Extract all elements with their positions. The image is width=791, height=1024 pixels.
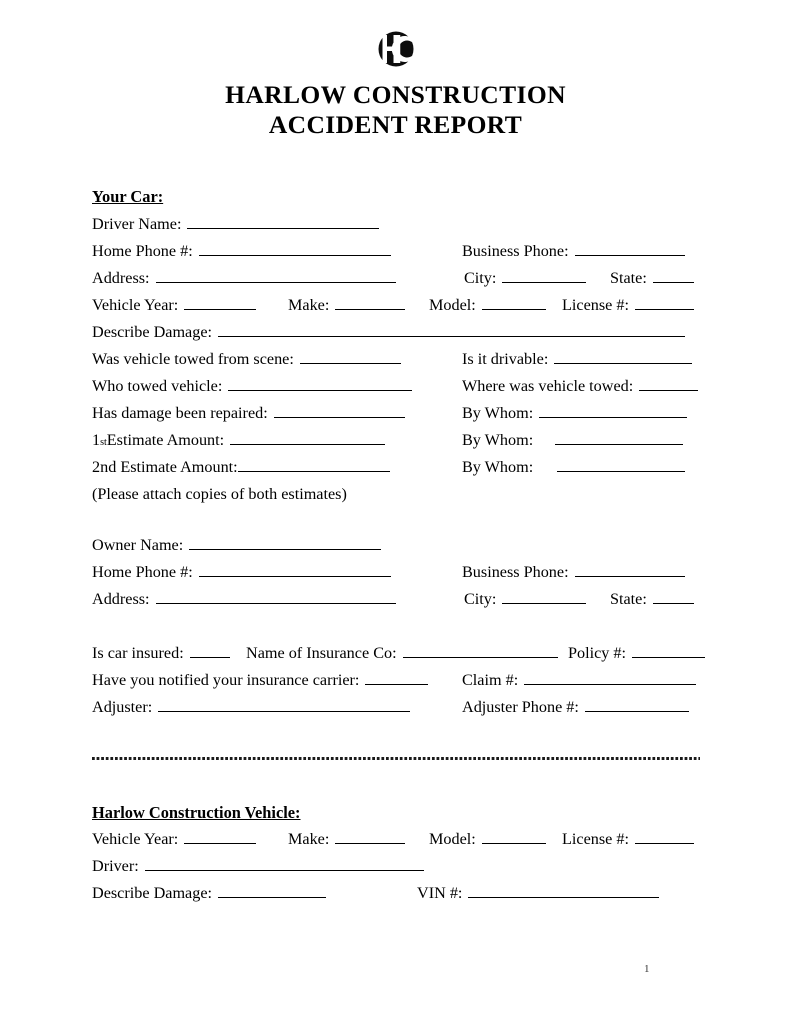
row-describe-damage	[92, 319, 700, 346]
field-city[interactable]	[464, 265, 586, 292]
label-owner-state: State:	[610, 590, 647, 608]
field-adjuster-phone[interactable]	[462, 694, 689, 721]
input-where-towed[interactable]	[639, 375, 698, 391]
field-claim-number[interactable]	[462, 667, 696, 694]
label-by-whom-3: By Whom:	[462, 458, 534, 476]
label-hc-model: Model:	[429, 830, 476, 848]
field-first-estimate[interactable]: 1 st Estimate Amount:	[92, 427, 385, 454]
field-owner-business-phone[interactable]	[462, 559, 685, 586]
input-hc-license[interactable]	[635, 828, 694, 844]
row-who-where-towed	[92, 373, 700, 400]
input-describe-damage[interactable]	[218, 321, 685, 337]
label-make: Make:	[288, 296, 330, 314]
label-hc-driver: Driver:	[92, 857, 139, 875]
label-city: City:	[464, 269, 497, 287]
input-hc-describe-damage[interactable]	[218, 882, 326, 898]
row-owner-phones	[92, 559, 700, 586]
field-owner-city[interactable]	[464, 586, 586, 613]
input-business-phone[interactable]	[575, 240, 685, 256]
field-damage-repaired[interactable]	[92, 400, 405, 427]
label-owner-name: Owner Name:	[92, 536, 184, 554]
field-is-drivable[interactable]	[462, 346, 692, 373]
input-insurance-company[interactable]	[403, 642, 558, 658]
label-hc-vin: VIN #:	[417, 884, 463, 902]
label-adjuster: Adjuster:	[92, 698, 153, 716]
input-first-estimate[interactable]	[230, 429, 385, 445]
row-notified-claim	[92, 667, 700, 694]
field-vehicle-year[interactable]	[92, 292, 256, 319]
label-address: Address:	[92, 269, 150, 287]
input-by-whom-1[interactable]	[539, 402, 687, 418]
note-attach-estimates: (Please attach copies of both estimates)	[92, 485, 347, 503]
label-policy-number: Policy #:	[568, 644, 627, 662]
input-damage-repaired[interactable]	[274, 402, 405, 418]
label-business-phone: Business Phone:	[462, 242, 569, 260]
row-home-business-phone	[92, 238, 700, 265]
label-home-phone: Home Phone #:	[92, 242, 193, 260]
field-owner-home-phone[interactable]	[92, 559, 391, 586]
label-adjuster-phone: Adjuster Phone #:	[462, 698, 579, 716]
label-where-towed: Where was vehicle towed:	[462, 377, 634, 395]
field-model[interactable]	[429, 292, 546, 319]
field-driver-name[interactable]	[92, 211, 379, 238]
field-by-whom-3[interactable]	[462, 454, 685, 481]
field-where-towed[interactable]	[462, 373, 698, 400]
field-home-phone[interactable]	[92, 238, 391, 265]
field-address[interactable]	[92, 265, 396, 292]
row-first-estimate-by-whom	[92, 427, 700, 454]
label-by-whom-1: By Whom:	[462, 404, 534, 422]
label-state: State:	[610, 269, 647, 287]
field-describe-damage[interactable]	[92, 319, 685, 346]
input-notified-carrier[interactable]	[365, 669, 428, 685]
row-driver-name	[92, 211, 700, 238]
input-claim-number[interactable]	[524, 669, 696, 685]
field-policy-number[interactable]	[568, 640, 705, 667]
input-was-towed[interactable]	[300, 348, 401, 364]
field-who-towed[interactable]	[92, 373, 412, 400]
label-by-whom-2: By Whom:	[462, 431, 534, 449]
row-vehicle-make-model-license	[92, 292, 700, 319]
field-hc-license[interactable]	[562, 826, 694, 853]
field-business-phone[interactable]	[462, 238, 685, 265]
field-hc-driver[interactable]	[92, 853, 424, 880]
field-second-estimate[interactable]	[92, 454, 390, 481]
row-damage-repaired-by-whom	[92, 400, 700, 427]
section-heading-harlow-vehicle: Harlow Construction Vehicle:	[92, 803, 301, 822]
label-is-drivable: Is it drivable:	[462, 350, 549, 368]
input-by-whom-2[interactable]	[555, 429, 683, 445]
field-owner-address[interactable]	[92, 586, 396, 613]
input-is-insured[interactable]	[190, 642, 230, 658]
input-adjuster-phone[interactable]	[585, 696, 689, 712]
input-make[interactable]	[335, 294, 405, 310]
field-state[interactable]	[610, 265, 694, 292]
field-by-whom-2[interactable]	[462, 427, 683, 454]
row-address-city-state	[92, 265, 700, 292]
label-owner-home-phone: Home Phone #:	[92, 563, 193, 581]
field-license[interactable]	[562, 292, 694, 319]
field-hc-vehicle-year[interactable]	[92, 826, 256, 853]
input-owner-home-phone[interactable]	[199, 561, 391, 577]
field-hc-describe-damage[interactable]	[92, 880, 326, 907]
label-hc-describe-damage: Describe Damage:	[92, 884, 212, 902]
input-city[interactable]	[502, 267, 586, 283]
input-second-estimate[interactable]	[238, 456, 390, 472]
input-model[interactable]	[482, 294, 546, 310]
input-state[interactable]	[653, 267, 694, 283]
input-owner-city[interactable]	[502, 588, 586, 604]
label-is-insured: Is car insured:	[92, 644, 184, 662]
label-hc-make: Make:	[288, 830, 330, 848]
row-hc-damage-vin	[92, 880, 700, 907]
label-hc-license: License #:	[562, 830, 629, 848]
input-hc-vehicle-year[interactable]	[184, 828, 256, 844]
input-owner-state[interactable]	[653, 588, 694, 604]
row-adjuster	[92, 694, 700, 721]
field-owner-name[interactable]	[92, 532, 381, 559]
page-number: 1	[644, 963, 650, 975]
label-damage-repaired: Has damage been repaired:	[92, 404, 268, 422]
row-hc-driver	[92, 853, 700, 880]
label-owner-address: Address:	[92, 590, 150, 608]
field-hc-model[interactable]	[429, 826, 546, 853]
label-describe-damage: Describe Damage:	[92, 323, 212, 341]
label-was-towed: Was vehicle towed from scene:	[92, 350, 294, 368]
input-home-phone[interactable]	[199, 240, 391, 256]
section-divider-dotted	[92, 757, 700, 761]
row-towed-drivable	[92, 346, 700, 373]
label-claim-number: Claim #:	[462, 671, 519, 689]
input-hc-model[interactable]	[482, 828, 546, 844]
input-owner-address[interactable]	[156, 588, 396, 604]
row-hc-vehicle-make-model-license	[92, 826, 700, 853]
label-second-estimate: 2nd Estimate Amount:	[92, 458, 238, 476]
field-hc-make[interactable]	[288, 826, 405, 853]
input-who-towed[interactable]	[228, 375, 412, 391]
row-second-estimate-by-whom	[92, 454, 700, 481]
input-hc-make[interactable]	[335, 828, 405, 844]
label-model: Model:	[429, 296, 476, 314]
field-is-insured[interactable]	[92, 640, 230, 667]
label-notified-carrier: Have you notified your insurance carrier:	[92, 671, 360, 689]
label-hc-vehicle-year: Vehicle Year:	[92, 830, 179, 848]
input-address[interactable]	[156, 267, 396, 283]
label-license: License #:	[562, 296, 629, 314]
input-policy-number[interactable]	[632, 642, 705, 658]
label-first-estimate-rest: Estimate Amount:	[106, 431, 225, 449]
row-owner-name	[92, 532, 700, 559]
input-owner-business-phone[interactable]	[575, 561, 685, 577]
field-was-towed[interactable]	[92, 346, 401, 373]
field-by-whom-1[interactable]	[462, 400, 687, 427]
field-adjuster[interactable]	[92, 694, 410, 721]
document-title-line-1: HARLOW CONSTRUCTION	[225, 80, 566, 109]
label-who-towed: Who towed vehicle:	[92, 377, 223, 395]
label-owner-city: City:	[464, 590, 497, 608]
row-insurance-policy	[92, 640, 700, 667]
input-by-whom-3[interactable]	[557, 456, 685, 472]
field-make[interactable]	[288, 292, 405, 319]
section-heading-your-car: Your Car:	[92, 187, 164, 206]
input-driver-name[interactable]	[187, 213, 379, 229]
input-vehicle-year[interactable]	[184, 294, 256, 310]
input-hc-vin[interactable]	[468, 882, 659, 898]
input-is-drivable[interactable]	[554, 348, 692, 364]
label-first-estimate-number: 1	[92, 431, 101, 449]
document-title-line-2: ACCIDENT REPORT	[268, 110, 523, 139]
input-license[interactable]	[635, 294, 694, 310]
hc-monogram-logo	[371, 24, 421, 74]
field-owner-state[interactable]	[610, 586, 694, 613]
field-hc-vin[interactable]	[417, 880, 659, 907]
input-owner-name[interactable]	[189, 534, 381, 550]
field-insurance-company[interactable]	[246, 640, 558, 667]
document-header	[0, 24, 791, 140]
label-insurance-company: Name of Insurance Co:	[246, 644, 397, 662]
input-hc-driver[interactable]	[145, 855, 424, 871]
label-vehicle-year: Vehicle Year:	[92, 296, 179, 314]
input-adjuster[interactable]	[158, 696, 410, 712]
label-driver-name: Driver Name:	[92, 215, 182, 233]
label-owner-business-phone: Business Phone:	[462, 563, 569, 581]
row-owner-address-city-state	[92, 586, 700, 613]
field-notified-carrier[interactable]	[92, 667, 428, 694]
